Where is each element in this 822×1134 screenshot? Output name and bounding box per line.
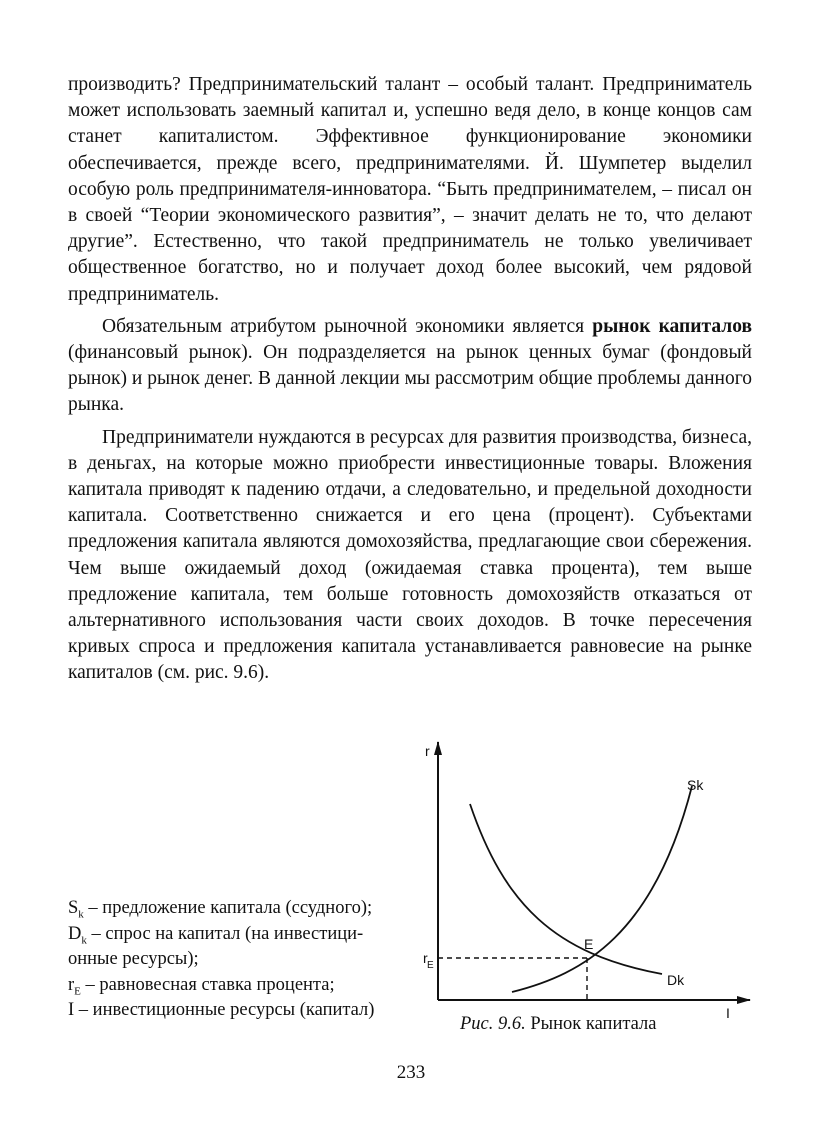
- page-number: 233: [396, 1062, 426, 1083]
- legend-subscript: k: [81, 934, 87, 947]
- text-run: Предприниматели нуждаются в ресурсах для развития производства, бизнеса, в деньгах, на которые можно приобрести инвестиционные товары. Вложения капитала приводят к падению отдачи, а следовательно, и предельной доходности капитала. Соответственно снижается и его цена (процент). Субъектами предложения капитала являются домохозяйства, предлагающие свои сбережения. Чем выше ожидаемый доход (ожидаемая ставка процента), тем выше предложение капитала, тем больше готовность домохозяйств отказаться от альтернативного использования части своих доходов. В точке пересечения кривых спроса и предложения капитала устанавливается равновесие на рынке капиталов (см. рис. 9.6).: [68, 426, 752, 684]
- legend-text: – спрос на капитал (на инвестици-: [86, 923, 364, 944]
- capital-market-figure: [404, 734, 764, 1044]
- legend-subscript: E: [74, 985, 81, 998]
- figure-legend: [68, 896, 413, 1024]
- legend-symbol: S: [68, 898, 79, 918]
- re-label-sub: E: [427, 960, 434, 971]
- legend-symbol: r: [68, 974, 75, 995]
- legend-item: [68, 922, 413, 948]
- legend-item: [68, 998, 413, 1024]
- legend-item: [68, 947, 413, 973]
- capital-market-graph: [404, 734, 764, 1044]
- text-run: производить? Предпринимательский талант – особый талант. Предприниматель может использовать заемный капитал и, успешно ведя дело, в конце концов сам станет капиталистом. Эффективное функционирование экономики обеспечивается, прежде всего, предпринимателями. Й. Шумпетер выделил особую роль предпринимателя-инноватора. “Быть предпринимателем, – писал он в своей “Теории экономического развития”, – значит делать не то, что делают другие”. Естественно, что такой предприниматель не только увеличивает общественное богатство, но и получает доход более высокий, чем рядовой предприниматель.: [68, 74, 752, 305]
- re-label: r: [423, 950, 428, 966]
- paragraph: [68, 72, 752, 308]
- legend-item: [68, 896, 413, 922]
- text-run: (финансовый рынок). Он подразделяется на рынок ценных бумаг (фондовый рынок) и рынок денег. В данной лекции мы рассмотрим общие проблемы данного рынка.: [68, 342, 752, 416]
- legend-text: – равновесная ставка процента;: [80, 974, 335, 995]
- figure-title: Рынок капитала: [525, 1014, 657, 1034]
- legend-text: – предложение капитала (ссудного);: [83, 898, 373, 918]
- legend-subscript: k: [78, 908, 84, 921]
- bold-term: рынок капиталов: [592, 315, 752, 337]
- legend-text: онные ресурсы);: [68, 949, 199, 970]
- demand-label: Dk: [667, 972, 685, 988]
- supply-label: Sk: [687, 777, 704, 793]
- legend-item: [68, 973, 413, 999]
- paragraph: [68, 314, 752, 419]
- supply-curve: [512, 786, 692, 992]
- figure-caption: [460, 1014, 740, 1035]
- paragraph: [68, 425, 752, 687]
- demand-curve: [470, 804, 662, 974]
- body-text: [68, 72, 752, 687]
- x-axis-label: I: [726, 1005, 730, 1021]
- legend-text: – инвестиционные ресурсы (капитал): [74, 1000, 375, 1021]
- legend-symbol: D: [68, 923, 82, 944]
- legend-symbol: I: [68, 1000, 75, 1021]
- figure-number: Рис. 9.6.: [460, 1014, 526, 1034]
- text-run: Обязательным атрибутом рыночной экономики является: [102, 315, 593, 337]
- equilibrium-label: E: [584, 936, 594, 952]
- y-axis-label: r: [425, 743, 430, 759]
